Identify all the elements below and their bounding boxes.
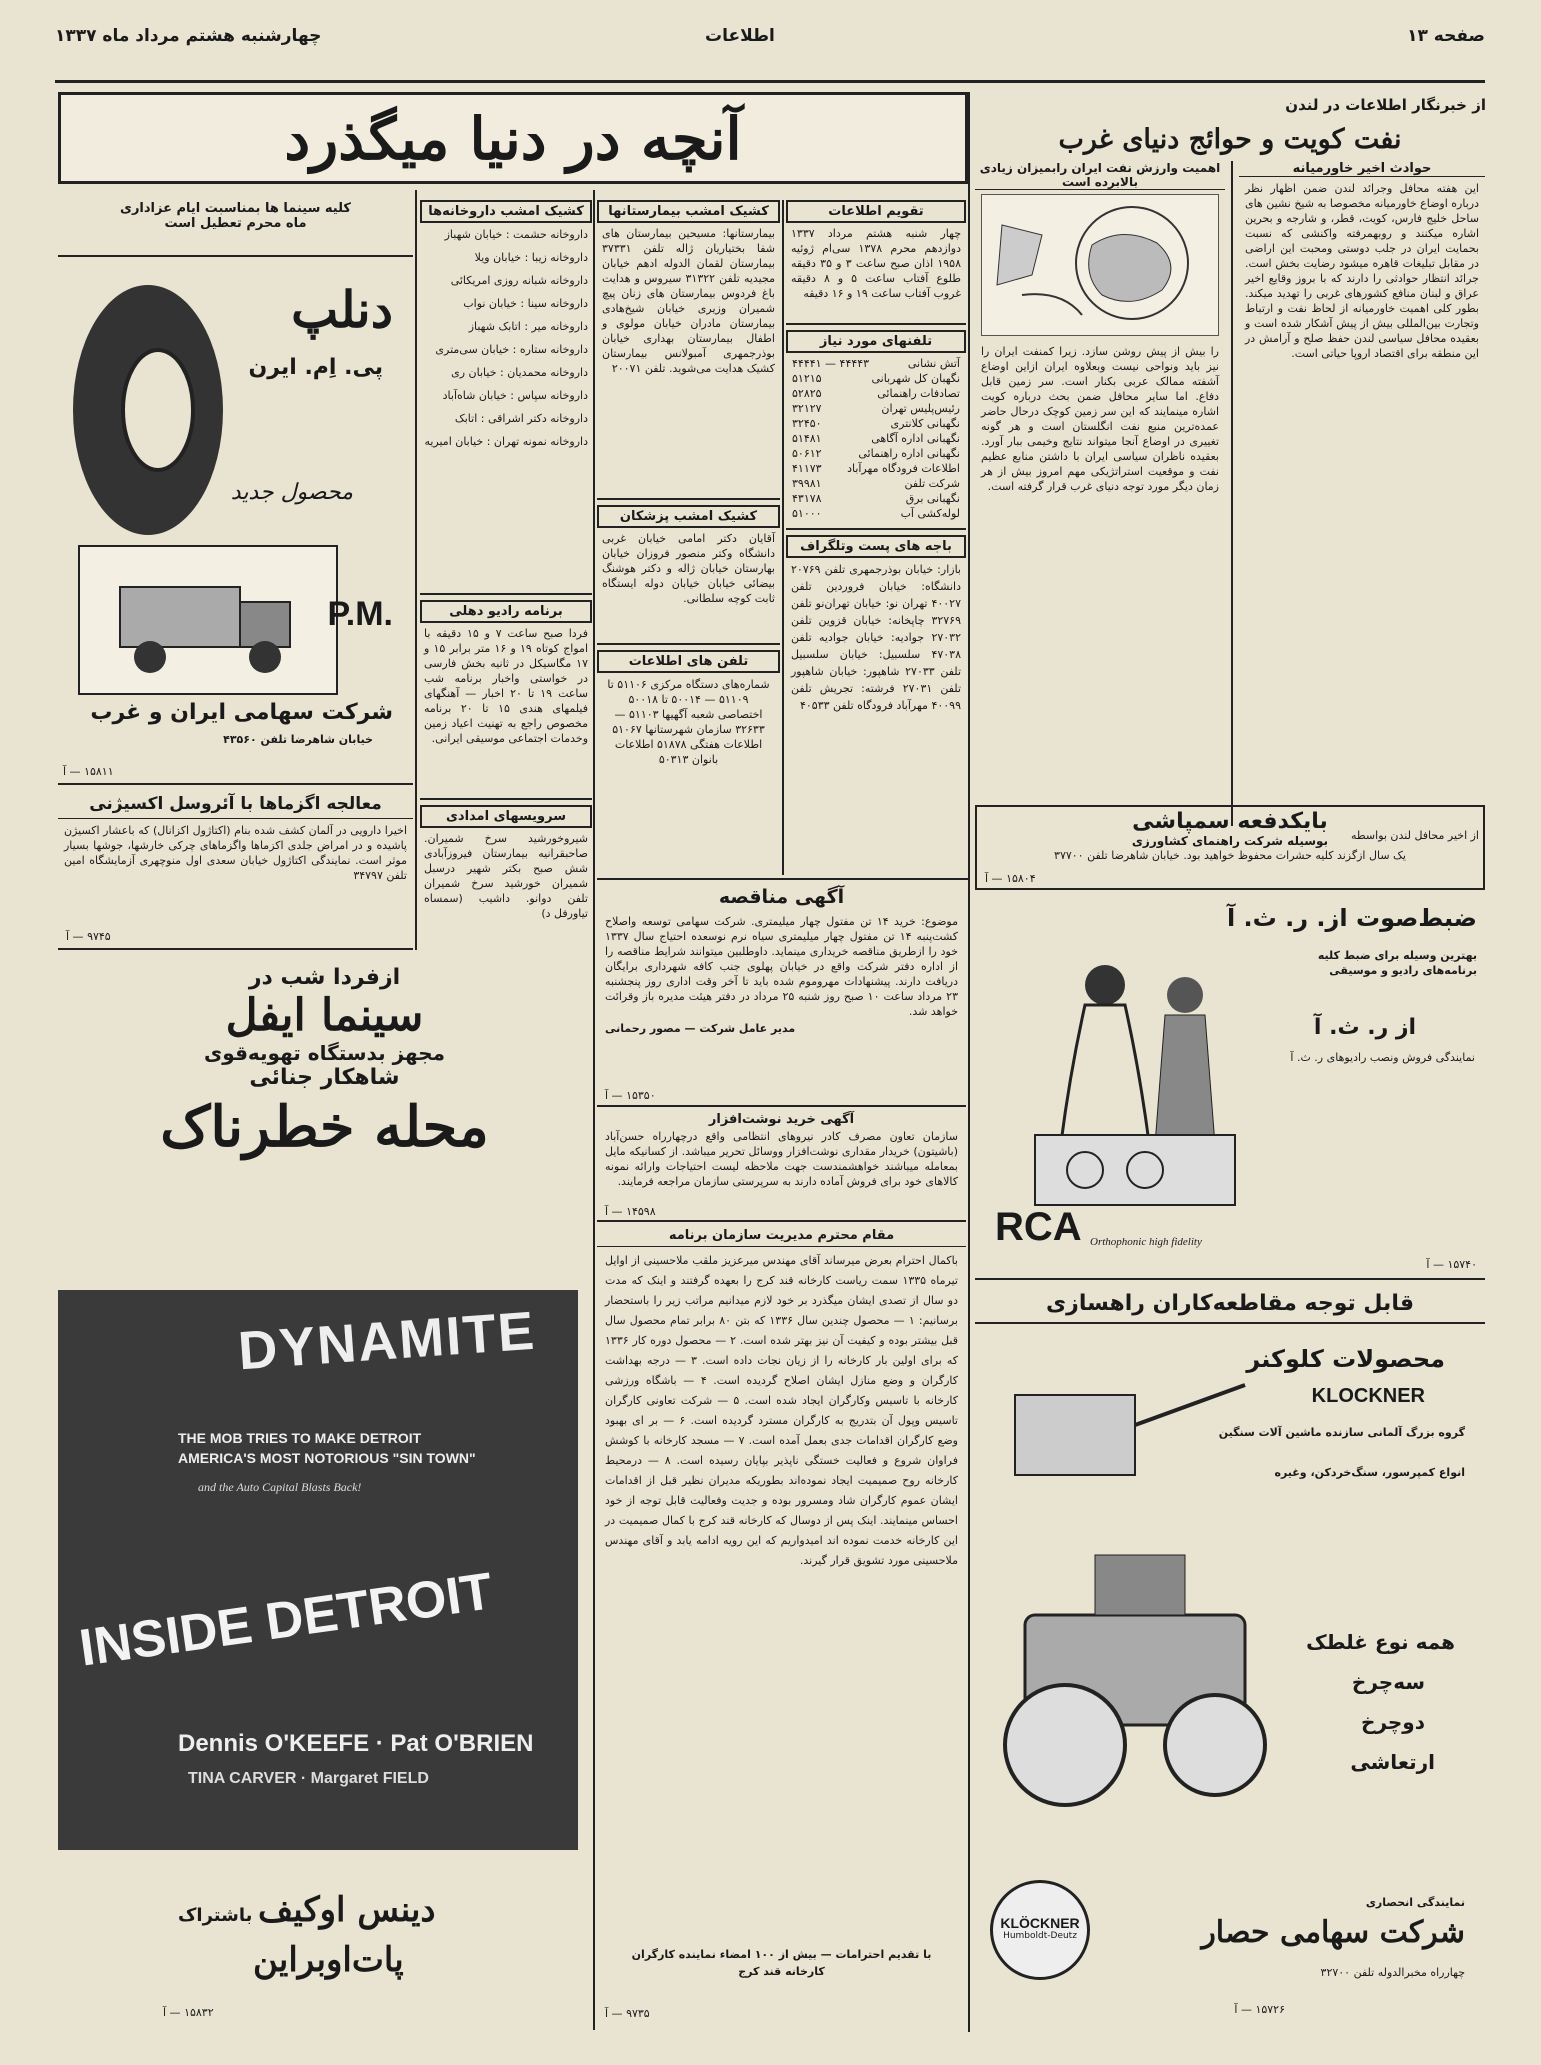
masthead-title: آنچه در دنیا میگذرد <box>284 105 742 173</box>
poster-line1: THE MOB TRIES TO MAKE DETROIT <box>178 1430 422 1446</box>
poster-cast: TINA CARVER · Margaret FIELD <box>188 1770 429 1787</box>
phone-name: اطلاعات فرودگاه مهرآباد <box>847 462 960 475</box>
klockner-types: انواع کمپرسور، سنگ‌خردکن، وغیره <box>1274 1466 1465 1479</box>
klockner-r3: ارتعاشی <box>1350 1750 1435 1774</box>
tyre-illustration <box>63 275 233 545</box>
phones-box <box>786 330 966 530</box>
phone-number: ۵۰۶۱۲ <box>792 447 822 460</box>
kuwait-sub-right: حوادث اخیر خاورمیانه <box>1239 161 1485 177</box>
phone-row <box>786 356 966 371</box>
klockner-desc: گروه بزرگ آلمانی سازنده ماشین آلات سنگین <box>1218 1426 1465 1439</box>
poster-stars: Dennis O'KEEFE · Pat O'BRIEN <box>178 1730 534 1757</box>
spray-text: یک سال ازگزند کلیه حشرات محفوظ خواهید بود. خیابان شاهرضا تلفن ۳۷۷۰۰ <box>1054 849 1406 862</box>
pharmacy-box <box>420 200 592 595</box>
rca-ad <box>975 900 1485 1280</box>
radio-text: فردا صبح ساعت ۷ و ۱۵ دقیقه با امواج کوتاه ۱۹ و ۱۶ متر برابر ۱۵ و ۱۷ مگاسیکل در ثانیه بخش فارسی در خواستی واخبار برنامه شب ساعت ۱۹ تا ۲۰ اخبار — آهنگهای فیلمهای هندی ۱۵ تا ۲۰ برنامه مخصوص راجع به تهنیت اعیاد زمین وخدمات اجتماعی موسیقی ایرانی. <box>424 627 589 745</box>
phone-name: لوله‌کشی آب <box>900 507 960 520</box>
calendar-title: تقویم اطلاعات <box>786 200 966 223</box>
radio-box <box>420 600 592 800</box>
post-text: بازار: خیابان بوذرجمهری تلفن ۲۰۷۶۹ دانشگاه: خیابان فروردین تلفن ۴۰۰۲۷ تهران نو: خیابان تهران‌نو تلفن ۳۲۷۶۹ چاپخانه: خیابان قزوین تلفن ۲۷۰۳۲ جوادیه: خیابان جوادیه تلفن ۴۷۰۳۸ سلسبیل: خیابان سلسبیل تلفن ۲۷۰۳۳ شاهپور: خیابان شاهپور تلفن ۲۷۰۳۱ فرشته: تجریش تلفن ۴۰۰۹۹ مهرآباد فرودگاه تلفن ۴۰۵۳۳ <box>791 563 962 712</box>
kuwait-text-left: را بیش از پیش روشن سازد. زیرا کمنفت ایران را نیز باید ونواحی نیست وبعلاوه ایران ازاین اوضاع آشفته ممالک عربی بکنار است. سر زمین قابل دفاع. اما سایر محافل ضمن بحث درباره کویت اشاره مینمایند که این سر زمین کوچک درحال حاضر عمده‌ترین منبع نفت انگلستان است و هر گونه تغییری در اوضاع آنجا میتواند نتایج وخیمی ببار آورد. بعقیده ناظران سیاسی ایران با داشتن منابع عظیم نفت و موقعیت استراتژیکی مهم امروز بیش از هر زمان دیگر مورد توجه دنیای غرب قرار گرفته است. <box>981 345 1219 493</box>
kuwait-title: نفت کویت و حوائج دنیای غرب <box>1058 124 1402 155</box>
hospital-title: کشیک امشب بیمارستانها <box>597 200 780 223</box>
stationery-title: آگهی خرید نوشت‌افزار <box>708 1112 855 1127</box>
tender-box <box>597 882 966 1107</box>
dunlop-product: محصول جدید <box>230 480 353 505</box>
kuwait-text-right: این هفته محافل وجرائد لندن ضمن اظهار نظر درباره اوضاع خاورمیانه مخصوصا به شیخ نشین های ساحل خلیج فارس، کویت، قطر، و شارجه و بحرین اشاره میکنند و روبهمرفته واکنشی که نسبت بحمایت ایران در جلب دوستی ومحبت این اراضی در مقابل تبلیغات قاهره میشود رضایت بخش است. جرائد انتظار حوادثی را دارند که با بروز وقایع اخیر عراق و لبنان منافع کشورهای غربی را تهدید میکند. بطور کلی اهمیت خاورمیانه از لحاظ نفت و ارتباط وتجارت بین‌المللی بیش از پیش آشکار شده است و بعقیده محافل سیاسی لندن حفظ صلح و آرامش در این منطقه برای اقتصاد اروپا حیاتی است. <box>1244 182 1479 360</box>
klockner-address: چهارراه مخبرالدوله تلفن ۳۲۷۰۰ <box>1320 1966 1465 1979</box>
pharmacy-item: داروخانه سپاس : خیابان شاه‌آباد <box>442 389 588 402</box>
letter-text: باکمال احترام بعرض میرساند آقای مهندس میرعزیز ملقب ملاحسینی از اوایل تیرماه ۱۳۳۵ سمت ریاست کارخانه قند کرج را بعهده گرفتند و اینک که مدت دو سال از تصدی ایشان میگذرد بر خود لازم میدانیم مراتب زیر را باستحضار برسانیم: ۱ — محصول چندین سال ۱۳۳۶ که بتن ۸۰ برابر تمام محصول سال قبل بیشتر بوده و کیفیت آن نیز بهتر شده است. ۲ — محصول دوره کار ۱۳۳۶ که برای اولین بار کارخانه را از زیان نجات داده است. ۳ — درجه بهداشت کارگران و وضع منازل ایشان اصلاح گردیده است. ۴ — باشگاه ورزشی کارخانه با تاسیس وکارگران ایجاد شده است. ۵ — شرکت تعاونی کارگران تاسیس وپول آن بتدریج به کارگران مسترد گردیده است. ۶ — بر ای بهبود وضع کارگران اقدامات جدی بعمل آمده است. ۷ — مسجد کارخانه با کوشش فراوان شروع و فعالیت خستگی ناپذیر بپایان رسیده است. ۸ — درمحیط کارخانه روح صمیمیت ایجاد نموده‌اند بطوریکه مدیران نظیر قبل از اقدامات ایشان عموم کارگران شاد ومسرور بوده و جدیت وفعالیت قابل توجه از خود احساس مینمایند. اینک پس از دوسال که کارخانه قند کرج با کمال صمیمیت در این کارخانه خدمت نموده اند امیدواریم که این رویه ادامه یابد و آقای مهندس ملاحسینی مورد تشویق قرار گیرند. <box>605 1254 958 1567</box>
rca-logo: RCA <box>995 1205 1082 1249</box>
phone-name: نگهبانی اداره راهنمائی <box>858 447 960 460</box>
letter-code: ۹۷۳۵ — آ <box>605 2007 650 2020</box>
phone-name: رئیس‌پلیس تهران <box>881 402 960 415</box>
eczema-code: ۹۷۴۵ — آ <box>66 930 111 943</box>
newsletter-box <box>597 650 780 875</box>
page-number: صفحه ۱۳ <box>1407 26 1485 46</box>
cinema-notice <box>58 195 413 257</box>
dunlop-sub: پی. اِم. ایرن <box>248 355 383 380</box>
letter-footer: با تقدیم احترامات — بیش از ۱۰۰ امضاء نماینده کارگران <box>631 1948 932 1961</box>
klockner-logo-text: KLÖCKNER <box>1000 1915 1080 1931</box>
phone-row <box>786 401 966 416</box>
post-title: باجه های پست وتلگراف <box>786 535 966 558</box>
kuwait-article <box>975 118 1485 853</box>
phone-number: ۴۱۱۷۳ <box>792 462 822 475</box>
map-illustration <box>981 194 1219 336</box>
masthead <box>58 92 968 184</box>
road-roller-illustration <box>985 1365 1285 1845</box>
phone-name: نگهبانی کلانتری <box>890 417 960 430</box>
phone-name: تصادفات راهنمائی <box>877 387 960 400</box>
eczema-title: معالجه اگزماها با آئروسل اکسیژنی <box>58 790 413 819</box>
issue-date: چهارشنبه هشتم مرداد ماه ۱۳۳۷ <box>55 26 322 46</box>
emergency-text: شیروخورشید سرخ شمیران. صاحبقرانیه بیمارستان فیروزآبادی شش صبح بکتر شهیر درسبل شمیران خورشید سرخ شمیران تلفن دوانو. داشیب (سمساه تیاورفل د) <box>424 832 588 920</box>
tender-signer: مدیر عامل شرکت — مصور رحمانی <box>605 1022 796 1035</box>
eczema-ad <box>58 790 413 950</box>
film-title: محله خطرناک <box>160 1094 489 1160</box>
doctors-box <box>597 505 780 645</box>
phone-row <box>786 431 966 446</box>
phone-name: نگهبانی اداره آگاهی <box>871 432 960 445</box>
pharmacy-item: داروخانه سینا : خیابان نواب <box>463 297 588 310</box>
stationery-code: ۱۴۵۹۸ — آ <box>605 1205 656 1218</box>
klockner-products: محصولات کلوکنر <box>1246 1345 1445 1373</box>
cinema-notice-line2: ماه محرم تعطیل است <box>164 216 307 231</box>
pharmacy-list <box>420 223 592 461</box>
phone-row <box>786 416 966 431</box>
klockner-rollers: همه نوع غلطک <box>1306 1630 1455 1654</box>
phone-number: ۳۲۴۵۰ <box>792 417 822 430</box>
pharmacy-item: داروخانه زیبا : خیابان ویلا <box>474 251 588 264</box>
dunlop-pm: P.M. <box>327 595 393 633</box>
klockner-ad <box>975 1285 1485 2025</box>
tender-title: آگهی مناقصه <box>718 886 845 908</box>
column-rule <box>968 92 970 2032</box>
poster-line2: AMERICA'S MOST NOTORIOUS "SIN TOWN" <box>178 1450 476 1466</box>
letter-title: مقام محترم مدیریت سازمان برنامه <box>597 1225 966 1247</box>
doctors-title: کشیک امشب پزشکان <box>597 505 780 528</box>
phone-number: ۳۲۱۲۷ <box>792 402 822 415</box>
cinema-code: ۱۵۸۳۲ — آ <box>163 2006 214 2019</box>
cinema-star2: پات‌اوبراین <box>253 1940 404 1980</box>
klockner-headline: قابل توجه مقاطعه‌کاران راهسازی <box>975 1285 1485 1324</box>
cinema-kicker: ازفردا شب در <box>248 965 401 990</box>
section-rule <box>597 878 968 880</box>
tender-text: موضوع: خرید ۱۴ تن مفتول چهار میلیمتری. شرکت سهامی توسعه واصلاح کشت‌پنبه ۱۴ تن مفتول چهار میلیمتری سیاه نرم نوسعده احتیاج سال ۱۳۳۷ خود را ازطریق مناقصه خریداری مینماید. داوطلبین میتوانند شرایط مناقصه را از اداره دفتر شرکت واقع در خیابان پهلوی جنب کافه شهرداری برایگان دریافت دارند. پیشنهادات مهروموم شده باید تا آخر وقت اداری روز پنجشنبه ۲۳ مرداد ساعت ۱۰ صبح روز شنبه ۲۵ مرداد در دفتر هیئت مدیره باز وقرائت خواهد شد. <box>605 915 958 1018</box>
pharmacy-item: داروخانه دکتر اشراقی : اتابک <box>454 412 588 425</box>
calendar-text: چهار شنبه هشتم مرداد ۱۳۳۷ دوازدهم محرم ۱۳۷۸ سی‌ام ژوئیه ۱۹۵۸ اذان صبح ساعت ۳ و ۳۵ دقیقه طلوع آفتاب ساعت ۵ و ۸ دقیقه غروب آفتاب ساعت ۱۹ و ۱۶ دقیقه <box>791 227 961 300</box>
cinema-star1: دینس اوکیف <box>258 1890 436 1930</box>
newsletter-title: تلفن های اطلاعات <box>597 650 780 673</box>
phone-row <box>786 386 966 401</box>
newsletter-text: شماره‌های دستگاه مرکزی ۵۱۱۰۶ تا ۵۱۱۰۹ — ۵۰۰۱۴ تا ۵۰۰۱۸ اختصاصی شعبه آگهیها ۵۱۱۰۳ — ۳۲۶۳۳ سازمان شهرستانها ۵۱۰۶۷ اطلاعات هفتگی ۵۱۸۷۸ اطلاعات بانوان ۵۰۳۱۳ <box>607 678 770 766</box>
phone-number: ۳۹۹۸۱ <box>792 477 822 490</box>
spray-title: بایکدفعه سمپاشی <box>1132 809 1328 834</box>
rca-note: نمایندگی فروش ونصب رادیوهای ر. ث. آ <box>1290 1051 1475 1064</box>
pharmacy-item: داروخانه حشمت : خیابان شهباز <box>444 228 588 241</box>
phone-row <box>786 476 966 491</box>
phone-name: نگهبانی برق <box>905 492 960 505</box>
cinema-with: باشتراک <box>178 1905 253 1926</box>
rca-brand: از ر. ث. آ <box>1313 1015 1417 1040</box>
klockner-r1: سه‌چرخ <box>1351 1670 1425 1694</box>
cinema-notice-line1: کلیه سینما ها بمناسبت ایام عزاداری <box>120 201 351 216</box>
dunlop-ad <box>58 260 413 785</box>
rca-slogan: بهترین وسیله برای ضبط کلیه برنامه‌های رادیو و موسیقی <box>1317 949 1477 977</box>
klockner-brand: KLOCKNER <box>1311 1385 1425 1407</box>
pharmacy-item: داروخانه میر : اتابک شهباز <box>468 320 588 333</box>
dunlop-address: خیابان شاهرضا تلفن ۴۳۵۶۰ <box>223 733 373 746</box>
phone-row <box>786 506 966 521</box>
dunlop-brand: دنلپ <box>291 280 393 339</box>
pharmacy-item: داروخانه شبانه روزی امریکائی <box>450 274 588 287</box>
column-rule <box>415 190 417 950</box>
phones-title: تلفنهای مورد نیاز <box>786 330 966 353</box>
klockner-code: ۱۵۷۲۶ — آ <box>1234 2003 1285 2016</box>
emergency-title: سرویسهای امدادی <box>420 805 592 828</box>
dunlop-code: ۱۵۸۱۱ — آ <box>63 765 114 778</box>
pharmacy-item: داروخانه نمونه تهران : خیابان امیریه <box>424 435 588 448</box>
pharmacy-item: داروخانه ستاره : خیابان سی‌متری <box>435 343 588 356</box>
pharmacy-title: کشیک امشب داروخانه‌ها <box>420 200 592 223</box>
rca-tagline: Orthophonic high fidelity <box>1090 1236 1202 1248</box>
phone-name: شرکت تلفن <box>904 477 960 490</box>
truck-illustration <box>78 545 338 695</box>
phone-number: ۵۱۰۰۰ <box>792 507 822 520</box>
calendar-box <box>786 200 966 325</box>
hospital-box <box>597 200 780 500</box>
header-rule <box>55 80 1485 83</box>
klockner-rep: نمایندگی انحصاری <box>1365 1896 1465 1909</box>
klockner-company: شرکت سهامی حصار <box>1201 1915 1465 1950</box>
radio-title: برنامه رادیو دهلی <box>420 600 592 623</box>
phone-name: نگهبان کل شهربانی <box>871 372 960 385</box>
phones-list <box>786 353 966 521</box>
column-rule <box>593 190 595 2030</box>
phone-number: ۴۳۱۷۸ <box>792 492 822 505</box>
phone-number: ۵۱۲۱۵ <box>792 372 822 385</box>
klockner-r2: دوچرخ <box>1361 1710 1425 1734</box>
cinema-tag: شاهکار جنائی <box>249 1065 400 1090</box>
phone-number: ۵۱۴۸۱ <box>792 432 822 445</box>
phone-number: ۴۴۴۴۳ — ۴۴۴۴۱ <box>792 357 870 370</box>
cinema-ad <box>58 955 591 2030</box>
column-rule <box>782 200 784 875</box>
cinema-sub: مجهز بدستگاه تهویه‌قوی <box>203 1041 446 1065</box>
phone-number: ۵۲۸۲۵ <box>792 387 822 400</box>
emergency-box <box>420 805 592 950</box>
kuwait-sub-left: اهمیت وارزش نفت ایران رابمیزان زیادی بالابرده است <box>975 161 1225 190</box>
letter-sign: کارخانه قند کرج <box>738 1965 825 1978</box>
phone-name: آتش نشانی <box>907 357 960 370</box>
klockner-logo-sub: Humboldt-Deutz <box>1003 1931 1077 1941</box>
cinema-name: سینما ایفل <box>225 990 424 1041</box>
phone-row <box>786 491 966 506</box>
page-header <box>55 18 1485 58</box>
paper-name: اطلاعات <box>705 26 775 46</box>
spray-code: ۱۵۸۰۴ — آ <box>985 872 1036 885</box>
doctors-text: آقایان دکتر امامی خیابان غربی دانشگاه وکتر منصور فروزان خیابان بهارستان خیابان ژاله و دکتر هوشنگ بیضائی خیابان خیابان دوله ایستگاه ثابت کوچه سلطانی. <box>602 532 775 605</box>
post-box <box>786 535 966 875</box>
phone-row <box>786 461 966 476</box>
section-kicker: از خبرنگار اطلاعات در لندن <box>1285 96 1486 114</box>
rca-title: ضبط‌صوت از. ر. ث. آ <box>1226 904 1477 932</box>
hospital-text: بیمارستانها: مسیحین بیمارستان های شفا بختیاریان ژاله تلفن ۳۷۳۳۱ بیمارستان لقمان الدوله ادهم خیابان مجیدیه تلفن ۳۱۳۲۲ سیروس و هدایت باغ فردوس بیمارستان های زنان پیچ شمیران وزیری خیابان شیخ‌هادی بیمارستان مادران خیابان مولوی و اطفال بیمارستان بهداری خیابان بوذرجمهری آمبولانس بیمارستان کشیک هدایت می‌شوید. تلفن ۲۰۰۷۱ <box>602 227 775 375</box>
poster-title: INSIDE DETROIT <box>75 1562 497 1678</box>
phone-row <box>786 446 966 461</box>
film-poster <box>58 1290 578 1850</box>
rca-code: ۱۵۷۴۰ — آ <box>1426 1258 1477 1271</box>
stationery-box <box>597 1110 966 1222</box>
eczema-text: اخیرا دارویی در آلمان کشف شده بنام (اکتاژول اکزانال) که باعشار اکسیژن پاشیده و در امراض جلدی اکزماها واگزماهای چرکی خارشها، جوشها بسیار موثر است. نمایندگی اکتاژول خیابان سعدی اول منوچهری آزمایشگاه امین تلفن ۳۴۷۹۷ <box>64 824 407 882</box>
poster-line3: and the Auto Capital Blasts Back! <box>198 1480 362 1494</box>
kuwait-footer: از اخیر محافل لندن بواسطه <box>1351 829 1479 842</box>
dancing-couple-illustration <box>995 945 1275 1225</box>
poster-top: DYNAMITE <box>236 1300 538 1382</box>
pharmacy-item: داروخانه محمدیان : خیابان ری <box>451 366 588 379</box>
spray-ad <box>975 805 1485 890</box>
klockner-logo <box>990 1880 1090 1980</box>
spray-sub: بوسیله شرکت راهنمای کشاورزی <box>1131 834 1329 848</box>
stationery-text: سازمان تعاون مصرف کادر نیروهای انتظامی واقع درچهارراه حسن‌آباد (باشیتون) خریدار مقداری نوشت‌افزار ووسائل تحریر میباشد. از کسانیکه مایل بمعامله میباشند خواهشمندست جهت ملاحظه لیست احتیاجات وارائه نمونه کالاهای خود برای فروش آماده دارند به سرپرستی سازمان مراجعه فرمایند. <box>605 1130 958 1188</box>
letter-box <box>597 1225 966 2025</box>
dunlop-company: شرکت سهامی ایران و غرب <box>90 700 393 725</box>
tender-code: ۱۵۳۵۰ — آ <box>605 1089 656 1102</box>
phone-row <box>786 371 966 386</box>
